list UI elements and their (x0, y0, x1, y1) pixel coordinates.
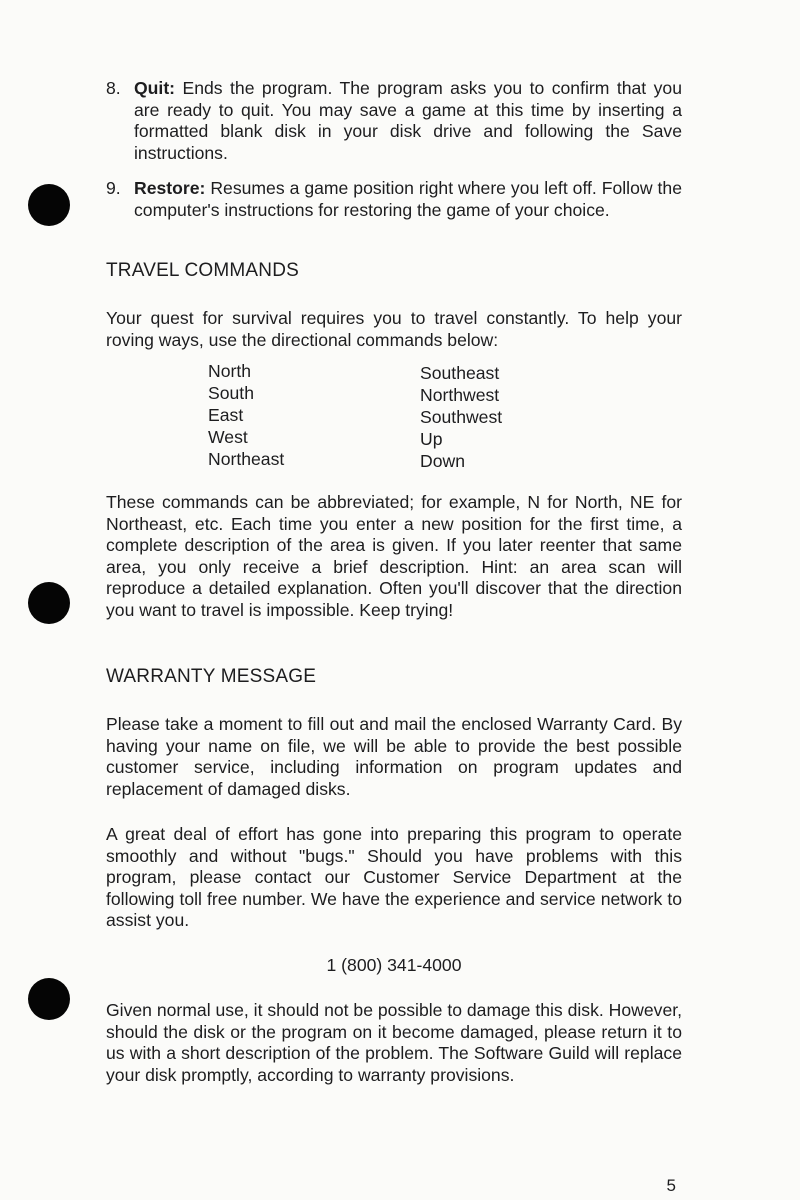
direction-item: Southwest (420, 407, 503, 427)
direction-item: West (208, 427, 248, 447)
direction-item: Down (420, 451, 465, 471)
direction-item: Northwest (420, 385, 500, 405)
toll-free-number: 1 (800) 341-4000 (326, 955, 462, 975)
item-body (134, 178, 682, 221)
direction-item: East (208, 405, 244, 425)
travel-commands-heading: TRAVEL COMMANDS (106, 260, 300, 281)
binder-hole-top (28, 184, 70, 226)
warranty-paragraph-1: Please take a moment to fill out and mail the enclosed Warranty Card. By having your name on file, we will be able to provide the best possible customer service, including information on program updates and replacement of damaged disks. (106, 714, 682, 799)
directions-column-left (208, 360, 284, 470)
binder-hole-middle (28, 582, 70, 624)
page-number: 5 (666, 1176, 676, 1195)
directions-column-right (420, 362, 502, 472)
direction-item: South (208, 383, 254, 403)
travel-intro: Your quest for survival requires you to travel constantly. To help your roving ways, use the directional commands below: (106, 308, 682, 350)
direction-item: North (208, 361, 252, 381)
command-item-restore (106, 178, 682, 221)
warranty-heading: WARRANTY MESSAGE (106, 666, 317, 687)
item-text: Ends the program. The program asks you to confirm that you are ready to quit. You may save a game at this time by inserting a formatted blank disk in your disk drive and following the Save instructions. (134, 78, 682, 163)
direction-item: Southeast (420, 363, 500, 383)
item-title: Quit: (134, 78, 176, 98)
direction-item: Northeast (208, 449, 285, 469)
item-text: Resumes a game position right where you left off. Follow the computer's instructions for restoring the game of your choice. (134, 178, 682, 220)
command-item-quit (106, 78, 682, 164)
item-number: 9. (106, 178, 121, 198)
warranty-paragraph-3: Given normal use, it should not be possible to damage this disk. However, should the disk or the program on it become damaged, please return it to us with a short description of the problem. The Software Guild will replace your disk promptly, according to warranty provisions. (106, 1000, 683, 1085)
item-number: 8. (106, 78, 121, 98)
direction-item: Up (420, 429, 443, 449)
item-title: Restore: (134, 178, 206, 198)
binder-hole-bottom (28, 978, 70, 1020)
travel-body: These commands can be abbreviated; for example, N for North, NE for Northeast, etc. Each time you enter a new position for the first time, a complete description of the area is given. If you later reenter that same area, you only receive a brief description. Hint: an area scan will reproduce a detailed explanation. Often you'll discover that the direction you want to travel is impossible. Keep trying! (106, 492, 682, 620)
item-body (134, 78, 682, 164)
warranty-paragraph-2: A great deal of effort has gone into preparing this program to operate smoothly and without "bugs." Should you have problems with this program, please contact our Customer Service Department at the following toll free number. We have the experience and service network to assist you. (106, 824, 682, 931)
